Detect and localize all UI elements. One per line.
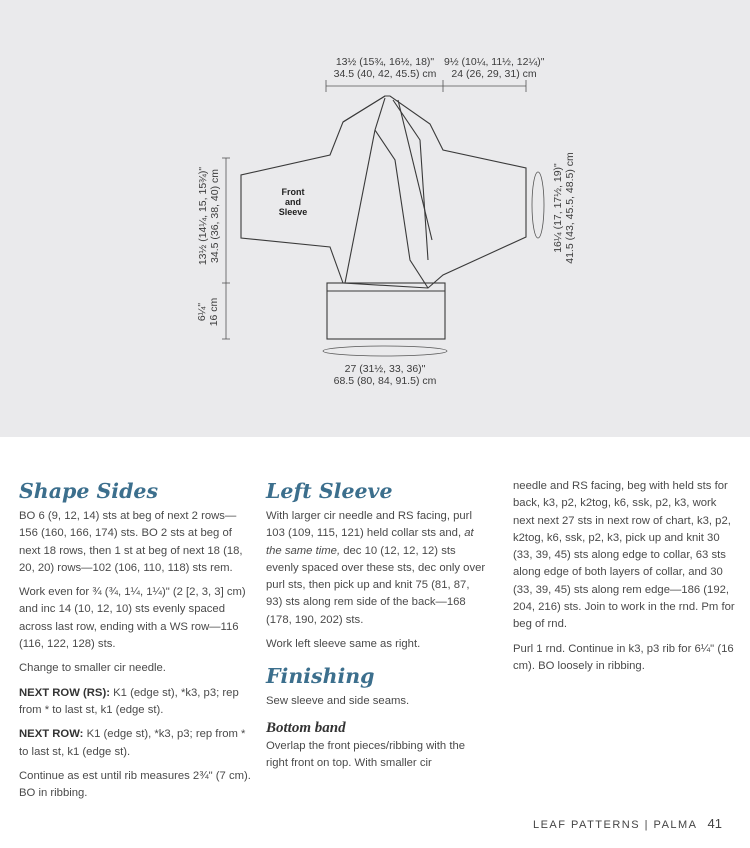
running-footer-text: LEAF PATTERNS | PALMA bbox=[532, 819, 698, 831]
collar-line-3 bbox=[345, 130, 375, 283]
left-body-dimension: 13½ (14¼, 15, 15¾)" 34.5 (36, 38, 40) cm bbox=[197, 166, 221, 266]
paragraph: With larger cir needle and RS facing, purl 103 (109, 115, 121) held collar sts and, at the same time, dec 10 (12, 12, 12) sts evenly spaced over these sts, dec only over purl sts, then pick up and knit 75 (81, 87, 93) sts along rem side of the back—168 (178, 190, 202) sts. bbox=[266, 510, 486, 626]
paragraph: Purl 1 rnd. Continue in k3, p3 rib for 6¼" (16 cm). BO loosely in ribbing. bbox=[513, 642, 734, 672]
column-continued bbox=[513, 478, 735, 682]
hem-ellipse bbox=[323, 346, 447, 356]
paragraph: Work left sleeve same as right. bbox=[266, 638, 421, 651]
column-shape-sides bbox=[19, 478, 251, 809]
paragraph: Sew sleeve and side seams. bbox=[266, 695, 410, 708]
paragraph: Work even for ¾ (¾, 1¼, 1¼)" (2 [2, 3, 3] cm) and inc 14 (10, 12, 10) sts evenly spaced across last row, ending with a WS row—116 (116, 122, 128) sts. bbox=[19, 586, 246, 651]
bottom-dimension: 27 (31½, 33, 36)" 68.5 (80, 84, 91.5) cm bbox=[333, 363, 437, 387]
sleeve-opening-ellipse bbox=[532, 172, 544, 238]
heading-shape-sides: Shape Sides bbox=[19, 479, 159, 503]
paragraph: Continue as est until rib measures 2¾" (7 cm). BO in ribbing. bbox=[19, 769, 251, 800]
front-and-sleeve-label: Front and Sleeve bbox=[278, 187, 308, 217]
paragraph: needle and RS facing, beg with held sts for back, k3, p2, k2tog, k6, ssk, p2, k3, work next next 27 sts in next row of chart, k3, p2, k2tog, k6, ssk, p2, k3, pick up and knit 30 (33, 39, 45) sts along edge to collar, 63 sts along edge of both layers of collar, and 30 (33, 39, 45) sts along rem edge—186 (192, 204, 216) sts. Join to work in the rnd. Pm for beg of rnd. bbox=[513, 480, 735, 631]
top-right-dimension: 9½ (10¼, 11½, 12¼)" 24 (26, 29, 31) cm bbox=[444, 56, 545, 80]
paragraph: NEXT ROW (RS): K1 (edge st), *k3, p3; rep from * to last st, k1 (edge st). bbox=[19, 686, 239, 716]
subheading-bottom-band: Bottom band bbox=[266, 719, 346, 736]
front-overlap-line bbox=[398, 100, 432, 240]
page-footer bbox=[533, 816, 722, 831]
heading-finishing: Finishing bbox=[266, 664, 375, 689]
right-sleeve-dimension: 16¼ (17, 17½, 19)" 41.5 (43, 45.5, 48.5) cm bbox=[552, 152, 576, 264]
paragraph: NEXT ROW: K1 (edge st), *k3, p3; rep from * to last st, k1 (edge st). bbox=[19, 728, 246, 758]
page-number: 41 bbox=[707, 816, 722, 831]
paragraph: BO 6 (9, 12, 14) sts at beg of next 2 rows—156 (160, 166, 174) sts. BO 2 sts at beg of next 18 rows, then 1 st at beg of next 18 (18, 20, 20) rows—102 (106, 110, 118) sts rem. bbox=[19, 510, 243, 574]
left-band-dimension: 6¼" 16 cm bbox=[196, 297, 220, 327]
paragraph: Overlap the front pieces/ribbing with the right front on top. With smaller cir bbox=[266, 739, 466, 769]
paragraph: Change to smaller cir needle. bbox=[19, 662, 166, 675]
heading-left-sleeve: Left Sleeve bbox=[266, 479, 393, 503]
top-left-dimension: 13½ (15¾, 16½, 18)" 34.5 (40, 42, 45.5) cm bbox=[333, 56, 437, 80]
column-left-sleeve bbox=[266, 478, 488, 779]
